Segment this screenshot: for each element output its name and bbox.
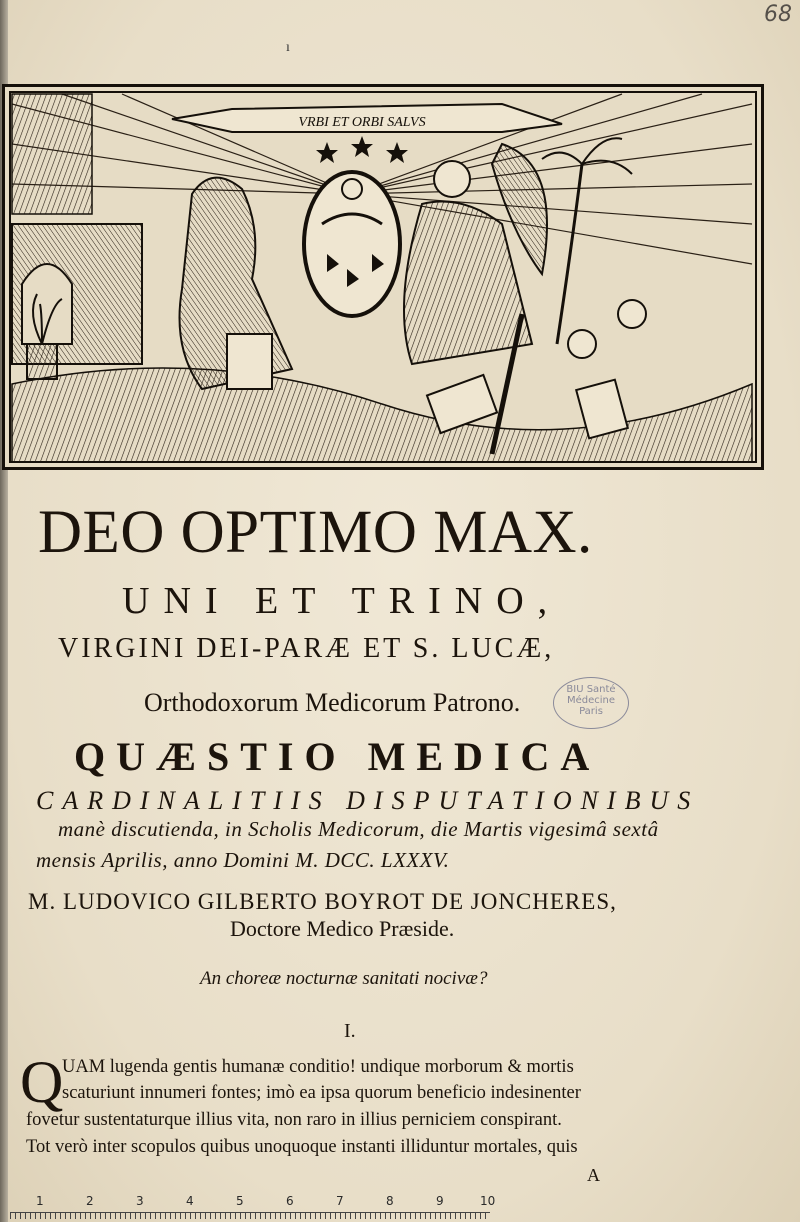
stamp-line: BIU Santé [566,684,616,695]
catchword: A [587,1165,600,1185]
printer-mark: ı [286,40,290,55]
dedication-patron-line: Orthodoxorum Medicorum Patrono. [144,688,521,717]
dedication-line: VIRGINI DEI-PARÆ ET S. LUCÆ, [58,633,555,664]
ruler-mark: 8 [386,1194,394,1208]
drop-cap: Q [20,1049,64,1115]
ruler-mark: 9 [436,1194,444,1208]
body-text-line: fovetur sustentaturque illius vita, non raro in illius perniciem conspirant. [26,1110,562,1130]
question-subheading: CARDINALITIIS DISPUTATIONIBUS [36,786,700,815]
banner-motto: VRBI ET ORBI SALVS [298,115,426,130]
disputation-date-line: mensis Aprilis, anno Domini M. DCC. LXXXV. [36,848,450,872]
question-heading: QUÆSTIO MEDICA [74,734,601,779]
ruler-mark: 1 [36,1194,44,1208]
ruler-mark: 5 [236,1194,244,1208]
library-stamp [553,677,629,729]
ruler-mark: 6 [286,1194,294,1208]
president-name: M. LUDOVICO GILBERTO BOYROT DE JONCHERES, [28,889,617,914]
ruler-mark: 10 [480,1194,496,1208]
ruler-ticks [10,1212,490,1219]
folio-number: 68 [764,2,792,27]
ruler-mark: 7 [336,1194,344,1208]
woodcut-illustration [2,84,764,470]
thesis-question: An choreæ nocturnæ sanitati nocivæ? [200,968,488,989]
dedication-title: DEO OPTIMO MAX. [38,499,593,566]
body-text-line: UAM lugenda gentis humanæ conditio! undique morborum & mortis [62,1057,574,1077]
ruler-mark: 4 [186,1194,194,1208]
section-number: I. [344,1020,356,1042]
scale-ruler [10,1194,496,1222]
president-title: Doctore Medico Præside. [230,916,455,941]
ruler-mark: 3 [136,1194,144,1208]
stamp-line: Paris [579,706,603,717]
dedication-subtitle: UNI ET TRINO, [122,580,562,622]
body-text-line: scaturiunt innumeri fontes; imò ea ipsa quorum beneficio indesinenter [62,1083,581,1103]
stamp-line: Médecine [566,695,616,706]
disputation-date-line: manè discutienda, in Scholis Medicorum, die Martis vigesimâ sextâ [58,817,659,841]
ruler-mark: 2 [86,1194,94,1208]
body-text-line: Tot verò inter scopulos quibus unoquoque instanti illiduntur mortales, quis [26,1137,578,1157]
